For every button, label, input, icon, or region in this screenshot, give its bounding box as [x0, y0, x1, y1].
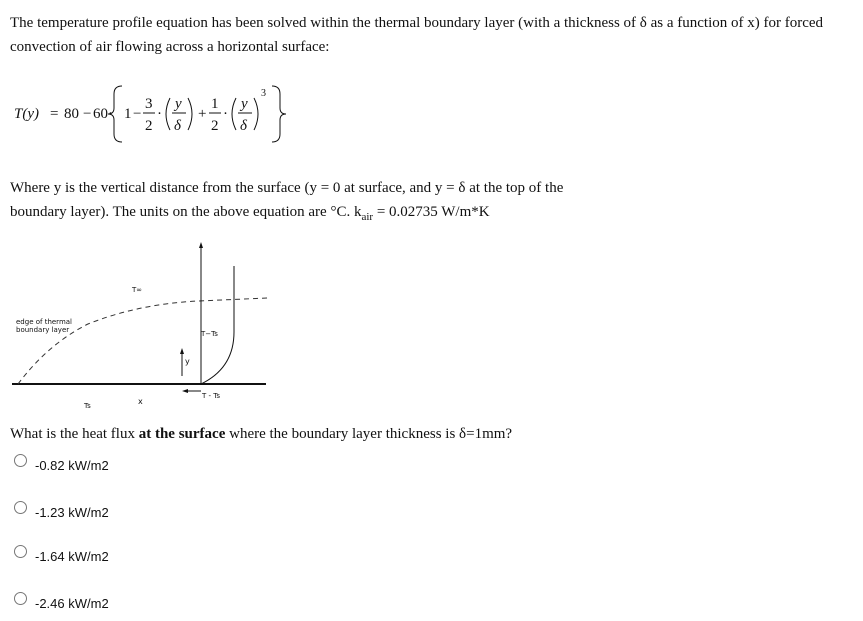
where-line-1: Where y is the vertical distance from the surface (y = 0 at surface, and y = δ at the top of the	[10, 180, 564, 196]
equation-plus: +	[198, 106, 207, 122]
option-4[interactable]	[14, 588, 109, 611]
equation-one: 1	[124, 106, 132, 122]
equation-const-80: 80	[64, 106, 79, 122]
question-emphasis: at the surface	[138, 426, 226, 442]
option-3-radio[interactable]	[14, 545, 27, 558]
paren-right-2	[254, 98, 258, 130]
label-edge-line-2: boundary layer	[16, 326, 70, 334]
intro-paragraph: The temperature profile equation has been solved within the thermal boundary layer (with a thickness of δ as a function of x) for forced convection of air flowing across a horizontal surface:	[10, 15, 824, 55]
exponent-3: 3	[261, 88, 266, 99]
label-ts: Ts	[84, 402, 91, 410]
temperature-equation	[10, 72, 350, 152]
option-3-label: -1.64 kW/m2	[35, 548, 109, 564]
frac1-denominator: 2	[145, 118, 153, 134]
temperature-profile-curve	[201, 266, 234, 384]
equation-minus-2: −	[133, 106, 142, 122]
option-3[interactable]	[14, 541, 109, 564]
option-2-label: -1.23 kW/m2	[35, 504, 109, 520]
frac-delta-1: δ	[174, 118, 181, 134]
k-subscript: air	[361, 211, 374, 223]
label-edge-line-1: edge of thermal	[16, 318, 72, 326]
frac-y-2: y	[241, 96, 248, 112]
label-t-inf: T∞	[132, 286, 143, 294]
option-1[interactable]	[14, 450, 109, 473]
label-t-minus-ts-bottom: T - Ts	[202, 392, 221, 400]
t-arrow-head	[182, 389, 188, 393]
label-t-minus-ts: T−Ts	[201, 330, 218, 338]
equation-dot-1: ·	[157, 106, 162, 122]
label-x: x	[138, 397, 143, 406]
paren-left-1	[166, 98, 170, 130]
option-1-radio[interactable]	[14, 454, 27, 467]
frac-delta-2: δ	[240, 118, 247, 134]
label-y: y	[185, 357, 190, 366]
right-brace	[272, 86, 286, 142]
equation-lhs: T(y)	[14, 106, 39, 122]
option-2-radio[interactable]	[14, 501, 27, 514]
option-2[interactable]	[14, 497, 109, 520]
boundary-layer-diagram	[8, 236, 270, 418]
frac2-numerator: 1	[211, 96, 219, 112]
y-arrow-head	[180, 348, 184, 354]
question-text: What is the heat flux at the surface where the boundary layer thickness is δ=1mm?	[10, 426, 513, 442]
where-line-2: boundary layer). The units on the above equation are °C. $k_{air} = 0.02735$ W/m*K	[10, 204, 490, 223]
option-4-radio[interactable]	[14, 592, 27, 605]
option-4-label: -2.46 kW/m2	[35, 595, 109, 611]
option-1-label: -0.82 kW/m2	[35, 457, 109, 473]
frac2-denominator: 2	[211, 118, 219, 134]
left-brace	[108, 86, 122, 142]
frac1-numerator: 3	[145, 96, 153, 112]
frac-y-1: y	[175, 96, 182, 112]
paren-left-2	[232, 98, 236, 130]
profile-axis-arrow	[199, 242, 203, 248]
where-paragraph	[10, 176, 855, 229]
equation-equals: =	[50, 106, 59, 122]
equation-dot-2: ·	[223, 106, 228, 122]
equation-minus: −	[83, 106, 92, 122]
boundary-layer-edge	[18, 298, 268, 384]
paren-right-1	[188, 98, 192, 130]
equation-const-60: 60·	[93, 106, 113, 122]
